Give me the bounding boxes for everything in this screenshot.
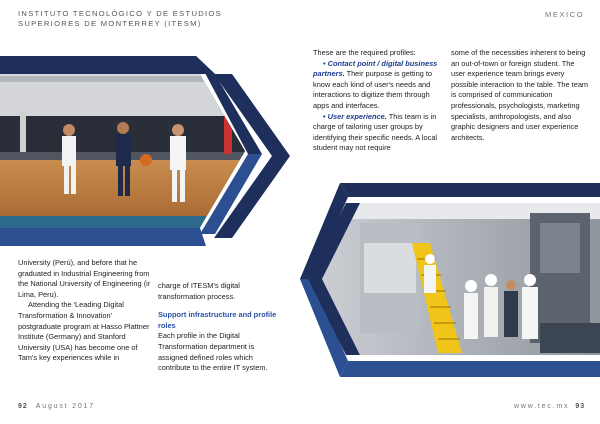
contact-point-paragraph [313,59,441,112]
section-heading: Support infrastructure and profile roles [158,310,277,330]
program-text: Attending the 'Leading Digital Transformation & Innovation' postgraduate program at Hasso Plattner Institute (Germany) and Stanford University (USA) has become one of Tam's key experiences while in [18,300,150,363]
bullet-1: • [323,58,326,68]
institution-line-2: SUPERIORES DE MONTERREY (ITESM) [18,19,202,28]
contact-point-text: Their purpose is getting to know each kind of user's needs and interactions to digitize them through apps and interfaces. [313,69,433,110]
profiles-intro: These are the required profiles: [313,48,416,57]
website: www.tec.mx [514,403,570,410]
lower-middle-column [158,281,283,374]
upper-left-column [313,48,441,154]
basketball-photo-frame [0,56,305,246]
program-paragraph [18,300,152,364]
education-paragraph: University (Perú), and before that he graduated in Industrial Engineering from the National University of Engineering (ir Lima, Peru). [18,258,151,299]
user-experience-paragraph [313,112,441,154]
page-number-right: 93 [575,403,586,410]
user-experience-continued: some of the necessities inherent to being an out-of-town or foreign student. The user experience team brings every possible interaction to the table. The team is comprised of communication professionals, psychologists, marketing specialists, anthropologists, and also graphic designers and user experience architects. [451,48,589,142]
page-number-left: 92 [18,403,28,410]
country-label: MEXICO [545,10,585,19]
footer-right [514,403,585,410]
footer-left [18,403,95,410]
roles-paragraph: Each profile in the Digital Transformation department is assigned defined roles which contribute to the entire IT system. [158,331,268,373]
lower-left-column [18,258,152,364]
bullet-2: • [323,111,326,121]
contact-point-label: Contact point / digital business partners. [313,58,438,79]
laboratory-photo-frame [300,183,600,377]
issue-date: August 2017 [35,403,95,410]
basketball-photo [0,56,305,246]
institution-line-1: INSTITUTO TECNOLÓGICO Y DE ESTUDIOS [18,9,223,18]
user-experience-label: User experience. [327,111,387,121]
user-experience-text: This team is in charge of tailoring user groups by identifying their specific needs. A local student may not require [313,111,438,153]
institution-header [18,9,248,29]
transformation-paragraph: charge of ITESM's digital transformation process. [158,281,240,301]
upper-right-column [451,48,589,143]
laboratory-photo [300,183,600,377]
